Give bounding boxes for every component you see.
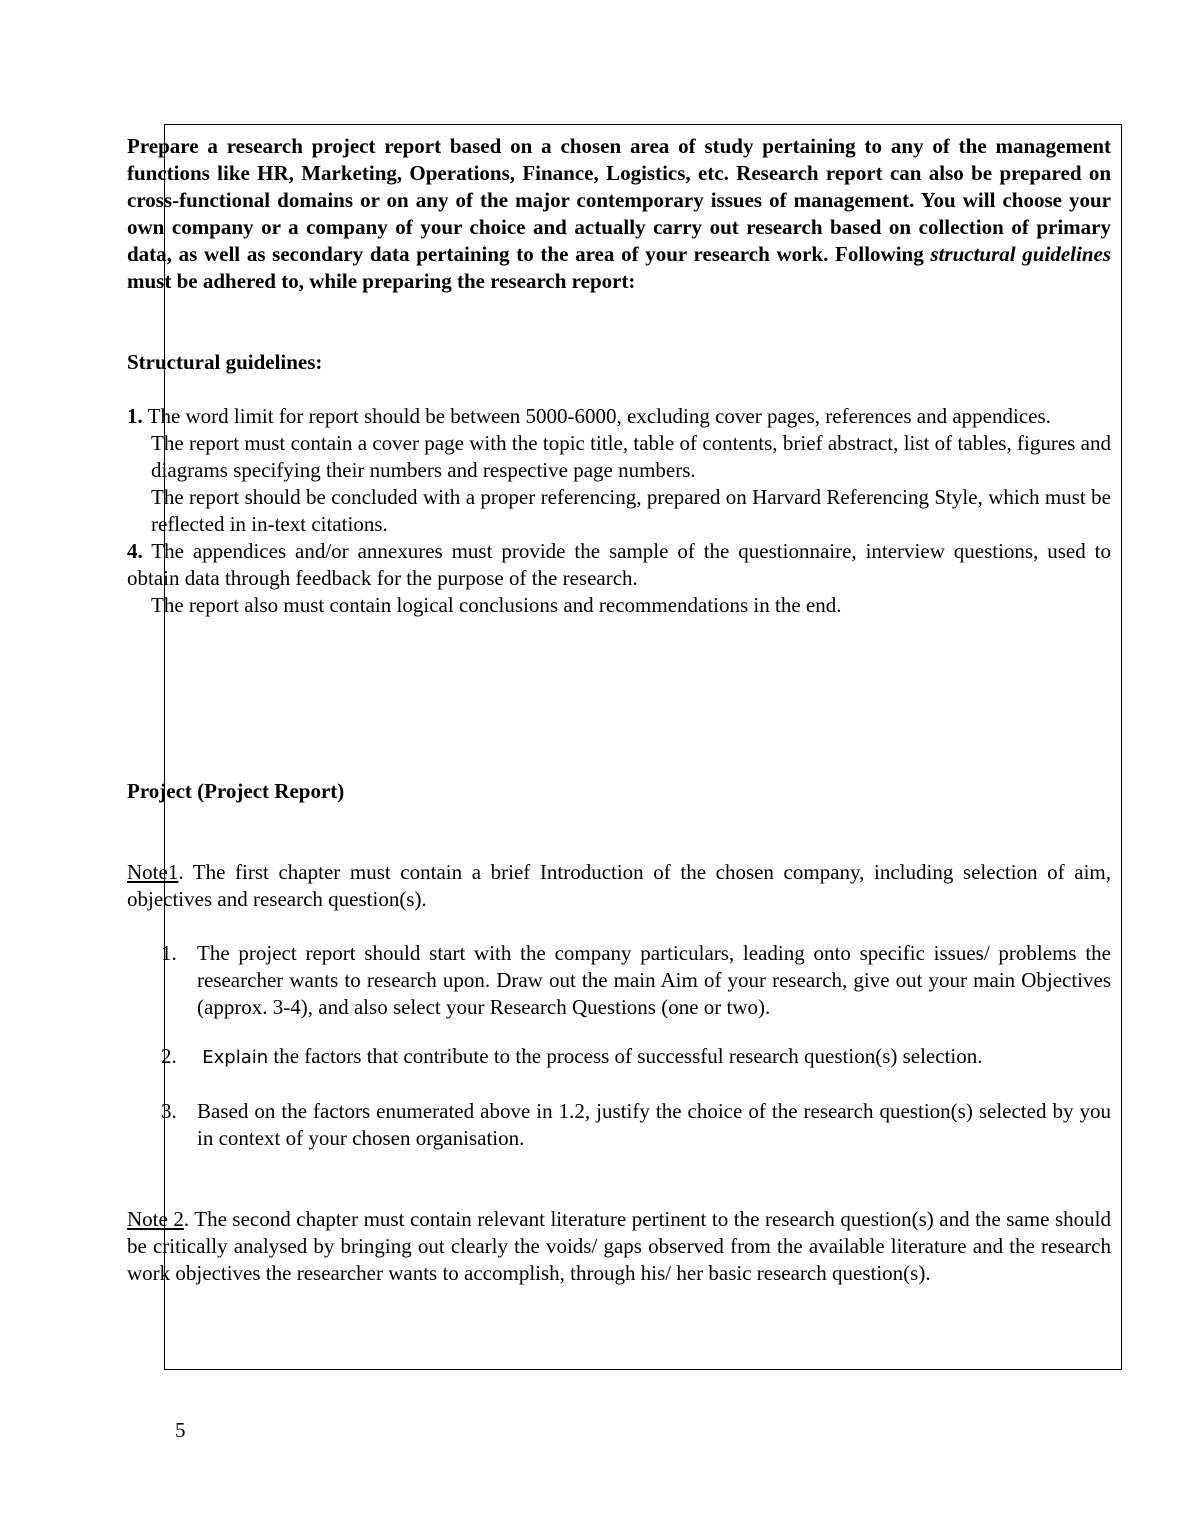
list-item: 3. Based on the factors enumerated above in 1.2, justify the choice of the research question(s) selected by you in context of your chosen organisation. [161, 1099, 1111, 1150]
intro-italic: structural guidelines [930, 242, 1111, 266]
document-body [127, 133, 1111, 1287]
guideline-item-1: 1. The word limit for report should be between 5000-6000, excluding cover pages, references and appendices. [127, 404, 1051, 428]
page-number: 5 [175, 1418, 186, 1442]
guideline-item-2: The report must contain a cover page with the topic title, table of contents, brief abstract, list of tables, figures and diagrams specifying their numbers and respective page numbers. [151, 431, 1111, 482]
guideline-item-4: 4. The appendices and/or annexures must provide the sample of the questionnaire, interview questions, used to obtain data through feedback for the purpose of the research. [127, 539, 1111, 590]
guidelines-heading: Structural guidelines: [127, 350, 323, 374]
guideline-item-5: The report also must contain logical conclusions and recommendations in the end. [151, 593, 842, 617]
note-1-label: Note1 [127, 860, 179, 884]
intro-text-1: Prepare a research project report based on a chosen area of study pertaining to any of the management functions like HR, Marketing, Operations, Finance, Logistics, etc. Research report can also be prepared on cross-functional domains or on any of the major contemporary issues of management. You will choose your own company or a company of your choice and actually carry out research based on collection of primary data, as well as secondary data pertaining to the area of your research work. Following [127, 134, 1111, 266]
guideline-number-1: 1. [127, 404, 143, 428]
list-item: 1. The project report should start with the company particulars, leading onto specific issues/ problems the researcher wants to research upon. Draw out the main Aim of your research, give out your main Objectives (approx. 3-4), and also select your Research Questions (one or two). [161, 941, 1111, 1019]
list-item: 2. Explain the factors that contribute to the process of successful research question(s) selection. [161, 1044, 983, 1068]
guideline-number-4: 4. [127, 539, 143, 563]
note-2-label: Note 2 [127, 1207, 184, 1231]
explain-word: Explain [202, 1047, 269, 1068]
intro-text-2: must be adhered to, while preparing the research report: [127, 269, 636, 293]
note-1: Note1. The first chapter must contain a brief Introduction of the chosen company, including selection of aim, objectives and research question(s). [127, 860, 1111, 911]
chapter-one-list [127, 940, 1111, 1152]
intro-paragraph [127, 133, 1111, 295]
note-2: Note 2. The second chapter must contain relevant literature pertinent to the research question(s) and the same should be critically analysed by bringing out clearly the voids/ gaps observed from the available literature and the research work objectives the researcher wants to accomplish, through his/ her basic research question(s). [127, 1207, 1111, 1285]
guideline-item-3: The report should be concluded with a proper referencing, prepared on Harvard Referencing Style, which must be reflected in in-text citations. [151, 485, 1111, 536]
project-heading: Project (Project Report) [127, 779, 345, 803]
